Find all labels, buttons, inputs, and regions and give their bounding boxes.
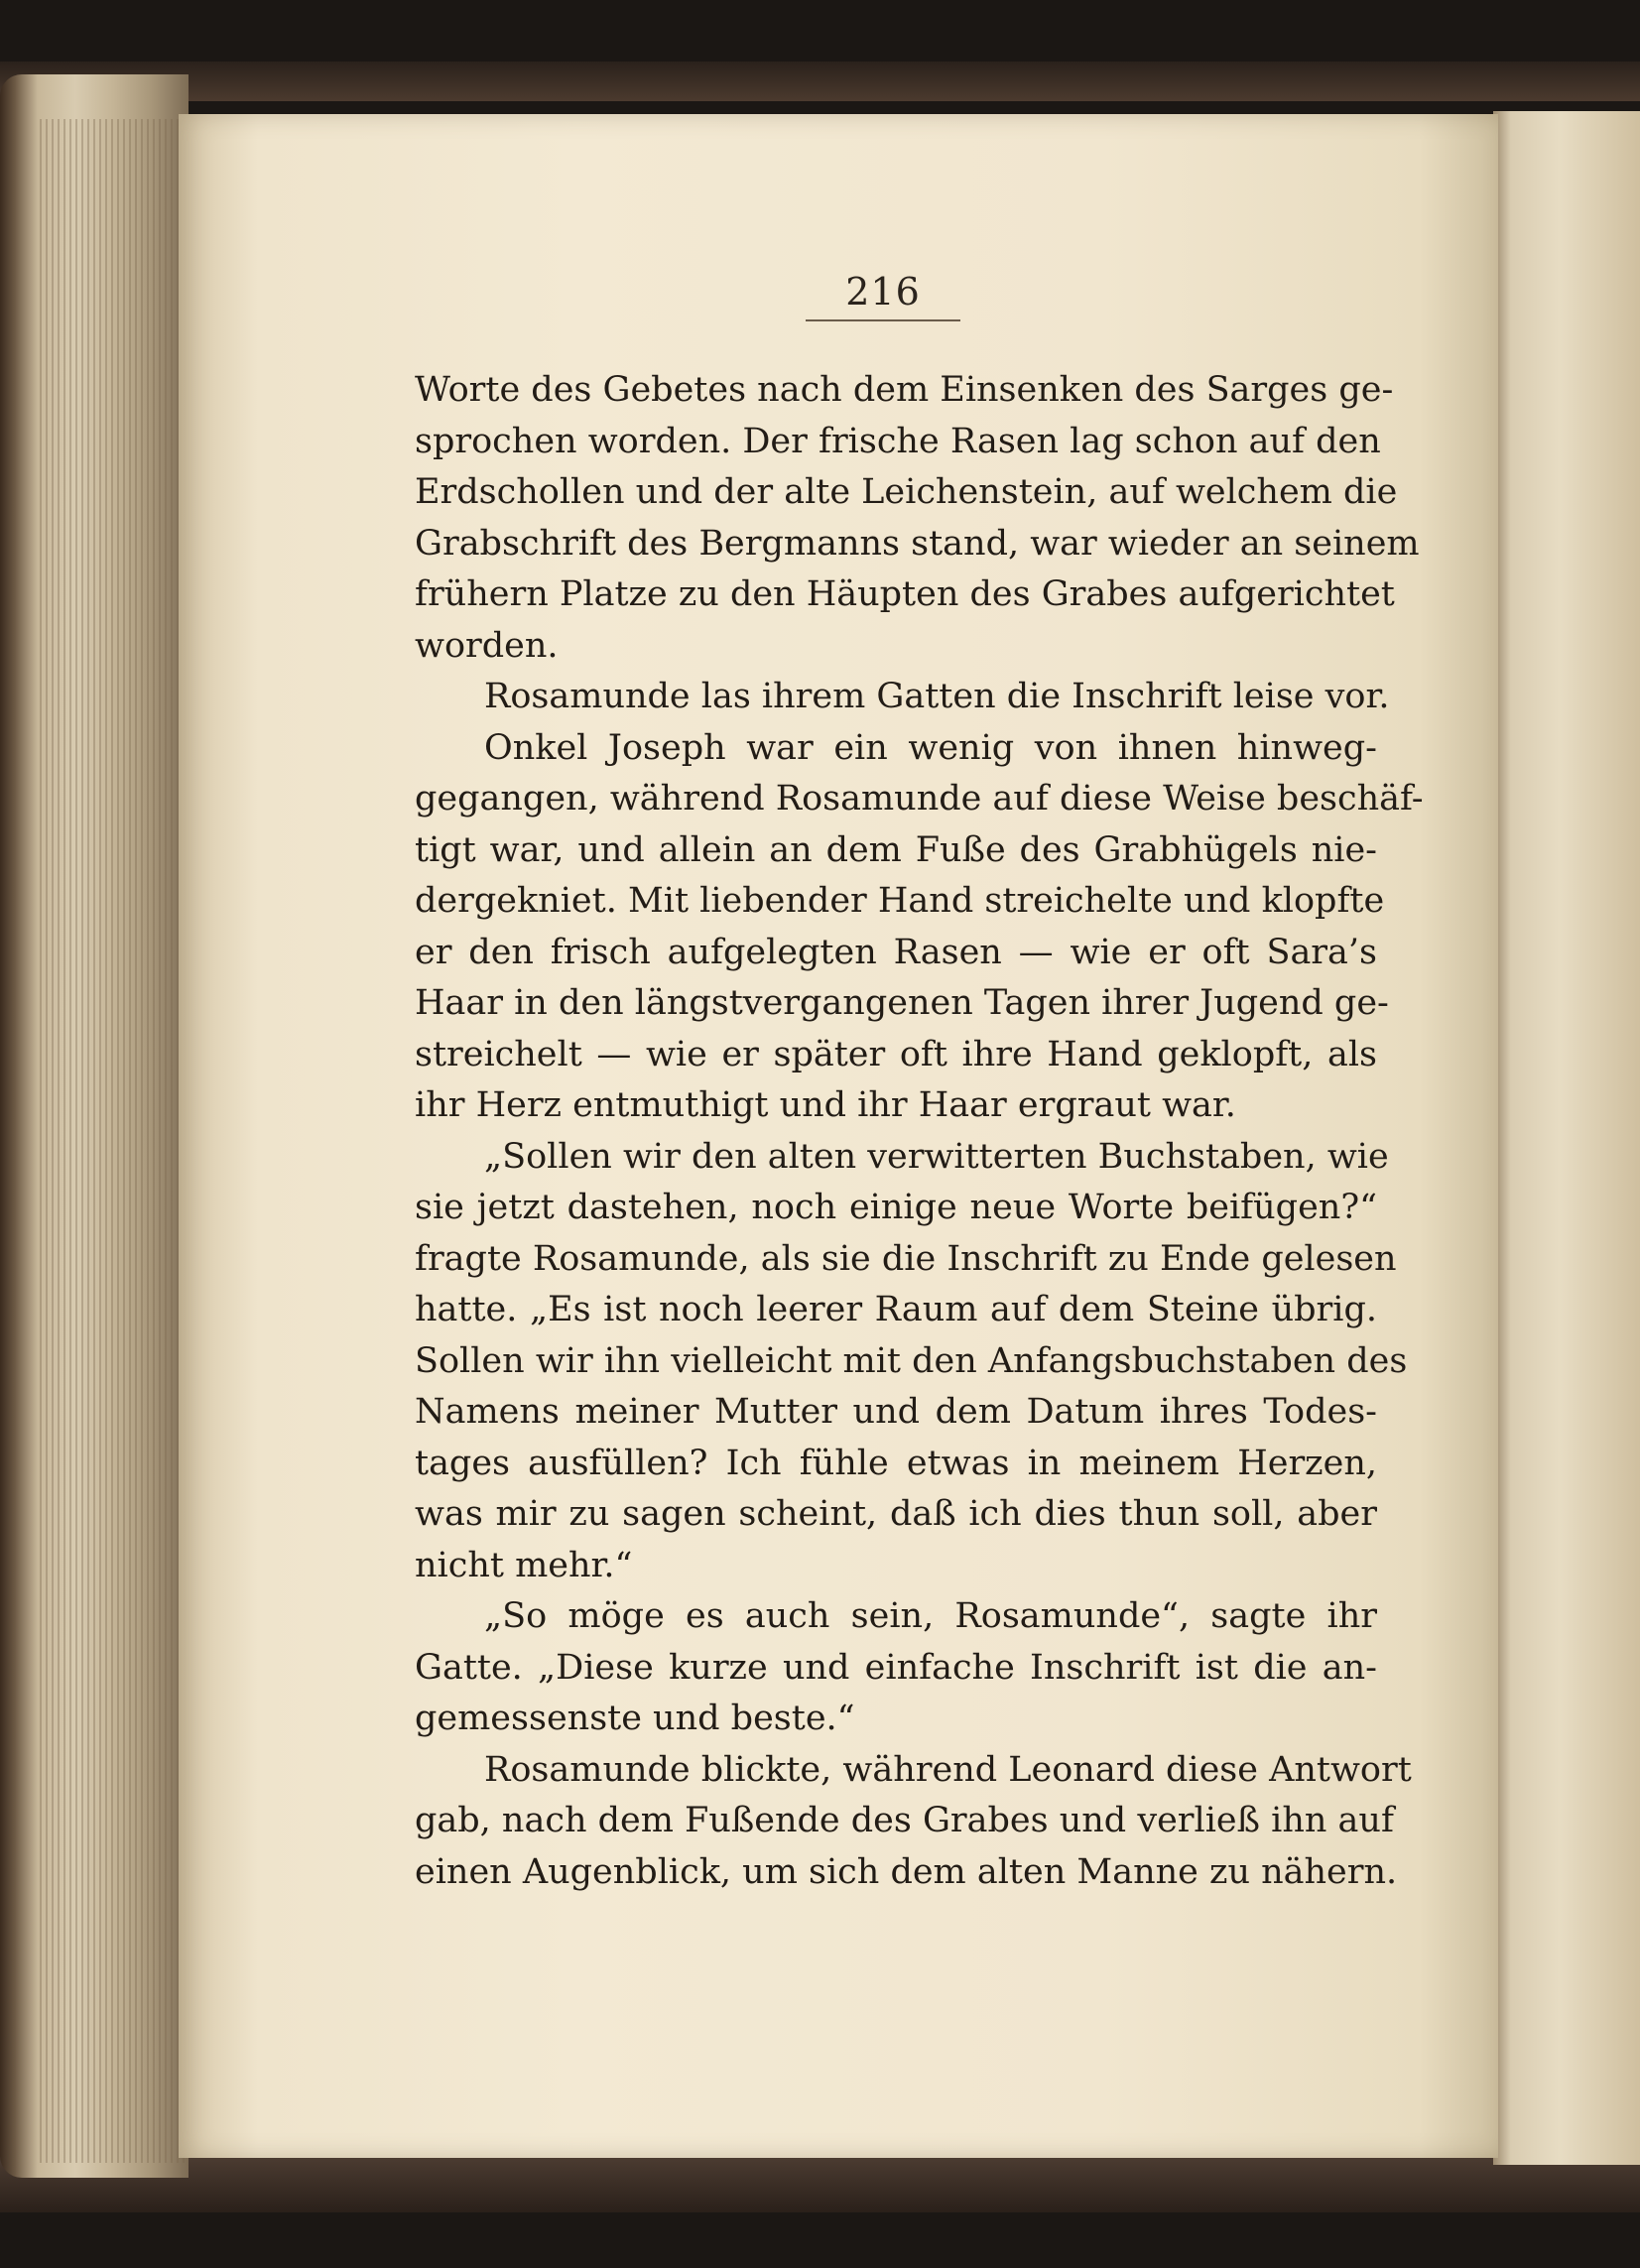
text-line: Onkel Joseph war ein wenig von ihnen hinweg- bbox=[484, 727, 1377, 768]
text-line: was mir zu sagen scheint, daß ich dies thun soll, aber bbox=[415, 1494, 1377, 1534]
text-line: Rosamunde blickte, während Leonard diese Antwort bbox=[484, 1749, 1412, 1790]
text-line: gemessenste und beste.“ bbox=[415, 1699, 855, 1738]
text-line: er den frisch aufgelegten Rasen — wie er oft Sara’s bbox=[415, 932, 1377, 972]
text-line: tages ausfüllen? Ich fühle etwas in meinem Herzen, bbox=[415, 1443, 1377, 1483]
text-line: nicht mehr.“ bbox=[415, 1545, 633, 1585]
text-line: einen Augenblick, um sich dem alten Manne zu nähern. bbox=[415, 1851, 1398, 1892]
text-line: streichelt — wie er später oft ihre Hand geklopft, als bbox=[415, 1034, 1377, 1074]
text-line: sie jetzt dastehen, noch einige neue Worte beifügen?“ bbox=[415, 1188, 1377, 1227]
text-line: worden. bbox=[415, 625, 559, 666]
text-line: Grabschrift des Bergmanns stand, war wieder an seinem bbox=[415, 523, 1420, 564]
page-block-lines bbox=[40, 119, 189, 2163]
text-line: „Sollen wir den alten verwitterten Buchstaben, wie bbox=[484, 1136, 1389, 1177]
text-line: frühern Platze zu den Häupten des Grabes aufgerichtet bbox=[415, 574, 1395, 614]
text-line: Worte des Gebetes nach dem Einsenken des Sarges ge- bbox=[415, 370, 1394, 410]
text-line: hatte. „Es ist noch leerer Raum auf dem Steine übrig. bbox=[415, 1290, 1377, 1329]
text-line: dergekniet. Mit liebender Hand streichelte und klopfte bbox=[415, 881, 1385, 921]
page-number: 216 bbox=[845, 270, 921, 314]
text-line: ihr Herz entmuthigt und ihr Haar ergraut war. bbox=[415, 1085, 1236, 1125]
page-number-rule bbox=[806, 319, 960, 321]
text-line: sprochen worden. Der frische Rasen lag schon auf den bbox=[415, 421, 1381, 461]
book-cover-bottom-edge bbox=[0, 2153, 1640, 2212]
text-line: „So möge es auch sein, Rosamunde“, sagte ihr bbox=[484, 1596, 1377, 1636]
text-line: Haar in den längstvergangenen Tagen ihrer Jugend ge- bbox=[415, 983, 1389, 1023]
text-line: fragte Rosamunde, als sie die Inschrift zu Ende gelesen bbox=[415, 1238, 1397, 1279]
text-line: Sollen wir ihn vielleicht mit den Anfangsbuchstaben des bbox=[415, 1340, 1408, 1381]
text-line: gab, nach dem Fußende des Grabes und verließ ihn auf bbox=[415, 1801, 1394, 1840]
text-line: Rosamunde las ihrem Gatten die Inschrift leise vor. bbox=[484, 677, 1390, 716]
text-line: Erdschollen und der alte Leichenstein, auf welchem die bbox=[415, 472, 1398, 512]
text-line: gegangen, während Rosamunde auf diese Weise beschäf- bbox=[415, 779, 1424, 819]
text-line: Gatte. „Diese kurze und einfache Inschrift ist die an- bbox=[415, 1647, 1377, 1688]
facing-page-edge bbox=[1493, 111, 1640, 2165]
body-text bbox=[415, 365, 1424, 1898]
book-cover-top-edge bbox=[0, 62, 1640, 101]
text-line: tigt war, und allein an dem Fuße des Grabhügels nie- bbox=[415, 829, 1377, 870]
text-line: Namens meiner Mutter und dem Datum ihres Todes- bbox=[415, 1392, 1377, 1432]
